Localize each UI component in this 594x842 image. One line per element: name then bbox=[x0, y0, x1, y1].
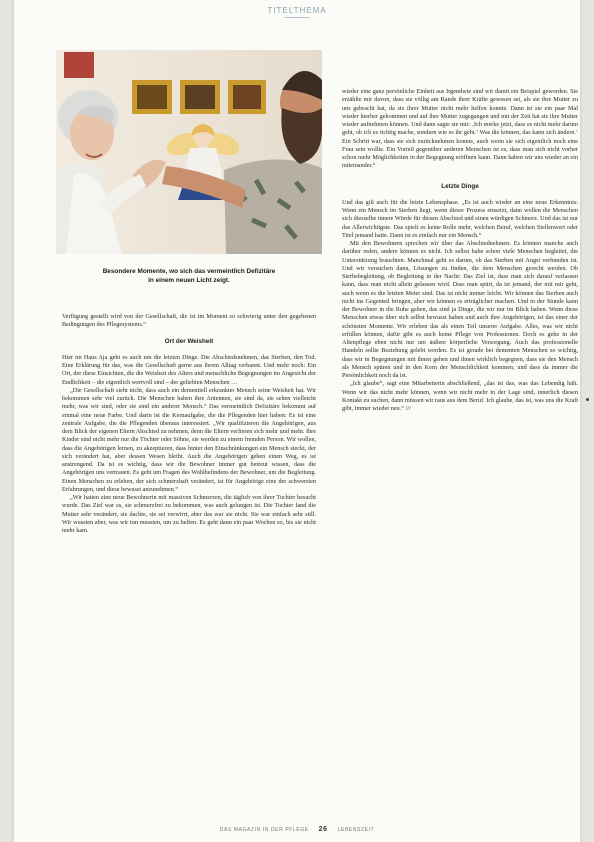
paragraph: Und das gilt auch für die letzte Lebensphase. „Es ist auch wieder an eine neue Erkenntnis: Wenn ein Mensch im Sterben liegt, wenn dieser Prozess einsetzt, dann wollen die Menschen sich diesselbe innere Würde für diesen Abschied und einen würdigen Schmerz. Und das ist nur das Allerwichtigste. Das spielt es keine Rolle mehr, welchen Beruf, welchen Stellenwert oder Titel jemand hatte. Dann ist es einfach nur ein Mensch.“ bbox=[342, 198, 578, 239]
rubric-divider bbox=[284, 17, 310, 18]
paragraph: „Wir hatten eine neue Bewohnerin mit massiven Schmerzen, die täglich von ihrer Tochter besucht wurde. Das Ziel war es, sie schmerzfrei zu bekommen, was auch gelungen ist. Die Tochter fand die Mutter sehr verändert, sie dachte, sie sei verwirrt, aber das war sie nicht. Sie war einfach sehr still. Wir wussten aber, was wir tun mussten, um zu helfen. Es geht dann ein paar Wochen so, bis sie nicht mehr kam. bbox=[62, 494, 316, 534]
right-column bbox=[342, 88, 578, 413]
section-rubric: TITELTHEMA bbox=[267, 6, 327, 15]
footer-magazine: DAS MAGAZIN IN DER PFLEGE bbox=[219, 827, 309, 833]
paragraph: Hier im Haus Aja geht es auch um die letzten Dinge. Die Abschiedsnehmen, das Sterben, den Tod. Eine Erklärung für das, was die Gesellschaft gerne aus ihrem Alltag verbannt. Und mehr noch: Ein Ort, der diese Einsichten, die die Weisheit des Alters und menschliche Begegnungen im Angesicht der Endlichkeit – die eigentlich wertvoll sind – der geliebten Menschen … bbox=[62, 353, 316, 386]
caption-line: Besondere Momente, wo sich das vermeintlich Defizitäre bbox=[102, 268, 276, 275]
photo-caption bbox=[56, 267, 322, 285]
caption-line: in einem neuen Licht zeigt. bbox=[148, 277, 230, 284]
page-footer bbox=[14, 826, 580, 833]
article-photo bbox=[56, 50, 322, 254]
paragraph: wieder eine ganz persönliche Einheit aus Irgendwie sind wir damit ein Beispiel geworden. Sie erzählte mir davon, dass sie völlig am Rande ihrer Kräfte gewesen sei, als sie ihre Mutter zu uns gebracht hat, da sie ihrer Mutter nicht mehr helfen konnte. Dann ist sie ein paar Mal wieder hierher gekommen und auf ihre Mutter zugegangen und mit der Zeit hat sie ihre Mutter wieder aufnehmen können. Und dann sagte sie mir: ‚Ich merke jetzt, dass es nicht mehr darum geht, ob ich es richtig mache, sondern wie es ihr geht.‘ Was die können, das kann sich ändern.‘ Ein Schritt war, dass sie sich zurücknehmen konnte, auch wenn sie sich eigentlich noch eine Frau sein wollte. Ein Vorteil gegenüber anderen Menschen ist es, dass man sich nicht vorher schon mehr Möglichkeiten in der Begegnung eröffnen kann. Dann haben wir uns wieder an ein miteinander.“ bbox=[342, 88, 578, 170]
paragraph: Verfügung gestellt wird von der Gesellschaft, die ist im Moment so schwierig unter den gegebenen Bedingungen des Pflegesystems.“ bbox=[62, 313, 316, 329]
paragraph: Mit den Bewohnern sprechen wir über das Abschiednehmen. Es können manche auch darüber reden, andere können es nicht. Ich selbst habe schon viele Menschen begleitet, die Unterstützung brauchten. Manchmal geht es darum, ob das Sterben mit Angst verbunden ist. Und wir versuchen dann, Lösungen zu finden, die dem Menschen gerecht werden. Ob Sterbebegleitung, ob Begleitung in der Nacht: Das Ziel ist, dass man sich darauf verlassen kann, dass man nicht allein gelassen wird. Dass man spürt, da ist jemand, der mit mir geht, auch wenn es die letzten Meter sind. Das ist nicht immer leicht. Wir können das Sterben auch nicht ins Gegenteil bringen, aber wir können es erträglicher machen. Und in der Stunde kann der Bewohner in die Ruhe gehen, das sind ja Dinge, die wir nur im Blick haben. Wenn diese Menschen etwas über sich selbst bewusst haben und auch ihre Angehörigen, ist das einer der schönsten Momente. Wir erleben das als einen Teil unserer Aufgabe. Alles, was wir nicht erfüllen können, dafür gibt es auch keine Pflege von Professionen. Doch es gehe in der Altenpflege eben nicht nur um äußere körperliche Versorgung. Auch das professionelle Handeln sollte Beziehung gelebt werden. Es ist gerade bei dementen Menschen so wichtig, dass wir in Begegnungen mit ihnen gehen und ihnen wirklich begegnen, dass sie den Mensch als Mensch spüren und in den Kern der Menschlichkeit kommen, und dass da immer die Persönlichkeit noch da ist. bbox=[342, 240, 578, 379]
paragraph: „Die Gesellschaft sieht nicht, dass auch ein dementiell erkrankter Mensch seine Weisheit hat. Wir bekommen sehr viel zurück. Die Menschen haben ihre Antennen, sie sind da, sie sehen vielleicht mehr, was wir sind, oder sie sind ein anderer Mensch.“ Das vermeintlich Defizitäre bekommt auf einmal eine neue Farbe. Und darin ist die Kernaufgabe, die die Pflegenden hier haben: Es ist eine zentrale Aufgabe, die die Pflegenden überaus interessiert. „Wir qualifizieren die Angehörigen, aus dem Blick der eigenen Eltern Abschied zu nehmen, denn die Eltern verlieren sich mehr und mehr. Ihre Kinder sind nicht mehr nur die Töchter oder Söhne, sie werden zu einem fremden Person. Wir wollen, dass die Angehörigen lernen, zu akzeptieren, dass hinter den Einschränkungen ein Mensch steckt, der sich verändert hat, aber dessen Wesen bleibt. Auch die Angehörigen gehen einen Weg, es ist anstrengend. Da ist es wichtig, dass wir die Bewohner immer gut betreut wissen, dass die Angehörigen uns vertrauen. Es geht um Fragen des Wohlbefindens der Bewohner, um die Begleitung. Einen Menschen zu erleben, der sich schmerzhaft verändert, ist für Angehörige eine der schwersten Erfahrungen, und diese bewusst anzunehmen.“ bbox=[62, 386, 316, 493]
paragraph: „Ich glaube“, sagt eine Mitarbeiterin abschließend, „das ist das, was das Lebendig hält. Wenn wir das nicht mehr können, wenn wir nicht mehr in der Lage sind, innerlich diesen Kontakt zu suchen, dann müssen wir raus aus dem Beruf. Ich glaube, das ist, was uns die Kraft gibt, immer wieder neu.“ /// bbox=[342, 380, 578, 412]
page-number: 26 bbox=[318, 826, 328, 833]
photo-illustration bbox=[56, 50, 322, 254]
subheading-letzte-dinge: Letzte Dinge bbox=[441, 182, 479, 190]
footer-section: LEBENSZEIT bbox=[337, 827, 375, 833]
magazine-page bbox=[14, 0, 580, 842]
scan-mark bbox=[586, 398, 589, 401]
subheading-ort-der-weisheit: Ort der Weisheit bbox=[164, 337, 214, 345]
left-column bbox=[62, 313, 316, 535]
